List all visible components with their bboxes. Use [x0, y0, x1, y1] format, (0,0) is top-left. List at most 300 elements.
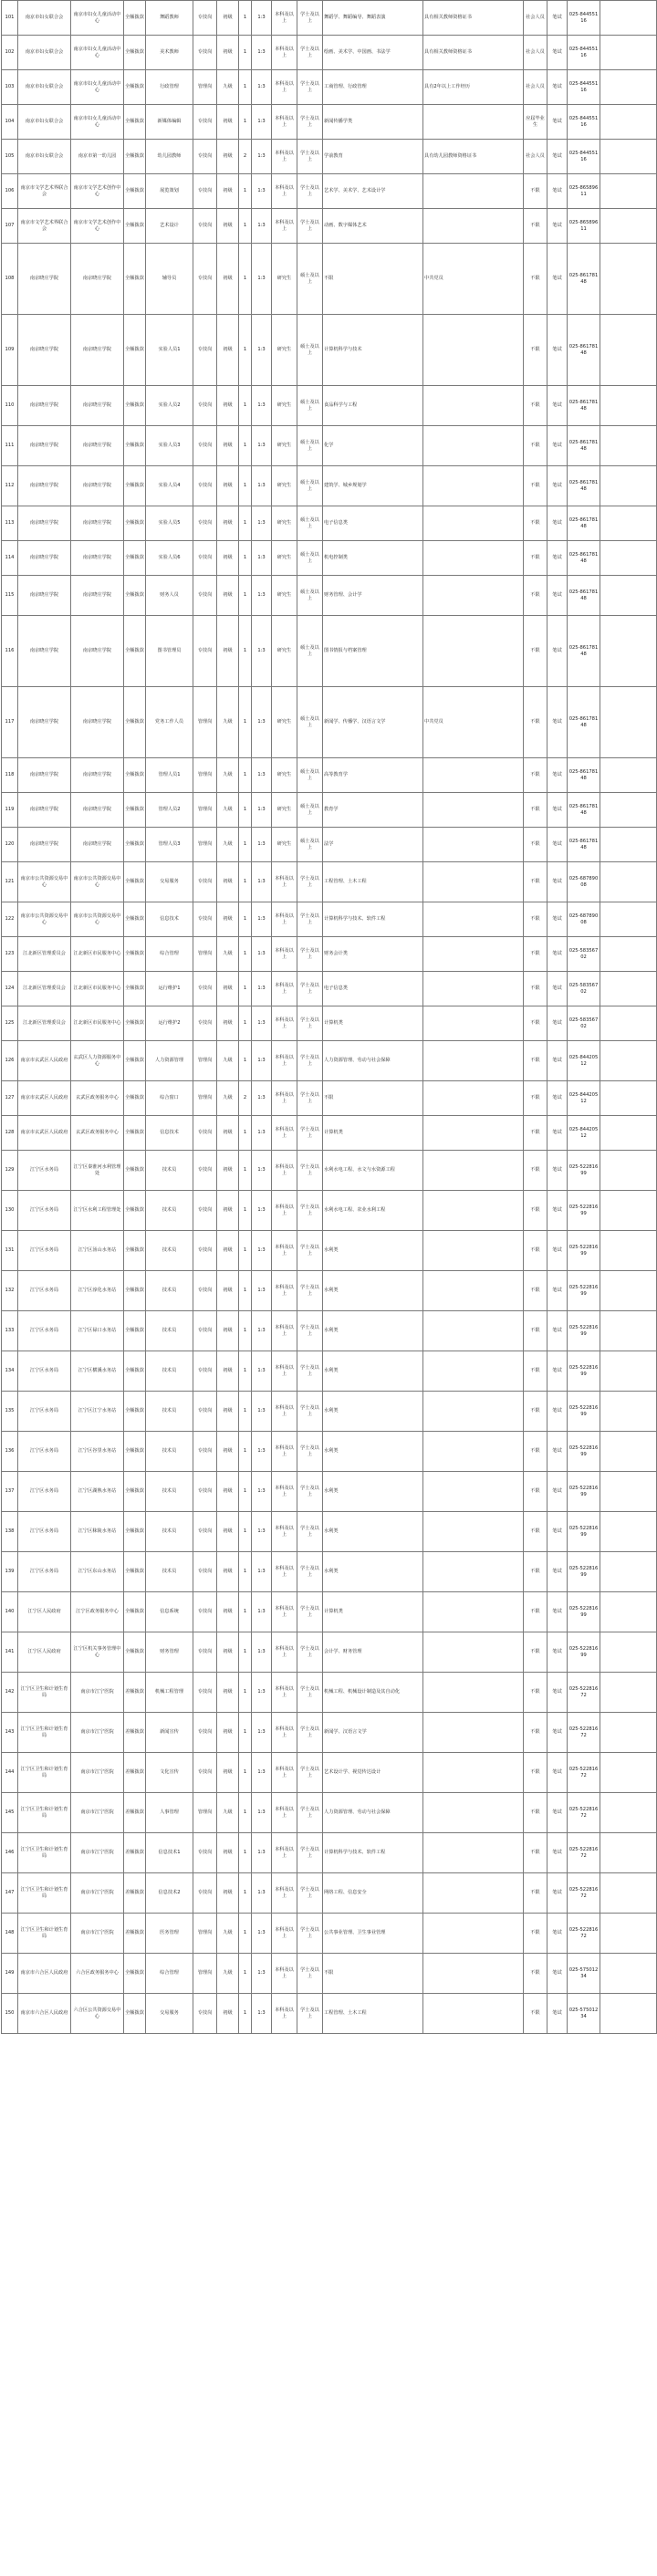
- row-number-cell: 135: [2, 1392, 18, 1432]
- quota-cell: 1: [239, 1472, 252, 1512]
- target-cell: 不限: [524, 1081, 548, 1116]
- degree-cell: 硕士及以上: [297, 541, 323, 576]
- major-cell: 工程管理、土木工程: [323, 862, 423, 902]
- post-name-cell: 艺术设计: [146, 209, 193, 244]
- major-cell: 计算机类: [323, 1116, 423, 1151]
- education-cell: 本科及以上: [272, 1954, 297, 1994]
- note-cell: [600, 1512, 657, 1552]
- other-requirements-cell: 中共党员: [423, 244, 524, 315]
- exam-ratio-cell: 1:3: [252, 828, 272, 862]
- department-cell: 江宁区卫生和计划生育局: [18, 1713, 71, 1753]
- target-cell: 不限: [524, 1006, 548, 1041]
- note-cell: [600, 1592, 657, 1632]
- other-requirements-cell: [423, 1632, 524, 1673]
- other-requirements-cell: [423, 1351, 524, 1392]
- post-name-cell: 人事管理: [146, 1793, 193, 1833]
- target-cell: 不限: [524, 1512, 548, 1552]
- post-category-cell: 专技岗: [193, 1392, 217, 1432]
- post-level-cell: 初级: [217, 1833, 239, 1873]
- row-number-cell: 117: [2, 687, 18, 758]
- major-cell: 会计学、财务管理: [323, 1632, 423, 1673]
- exam-ratio-cell: 1:3: [252, 1954, 272, 1994]
- post-name-cell: 新闻宣传: [146, 1713, 193, 1753]
- note-cell: [600, 1713, 657, 1753]
- other-requirements-cell: [423, 1231, 524, 1271]
- unit-cell: 南京晓庄学院: [71, 793, 124, 828]
- note-cell: [600, 1, 657, 36]
- post-level-cell: 初级: [217, 1713, 239, 1753]
- exam-ratio-cell: 1:3: [252, 1552, 272, 1592]
- major-cell: 水利水电工程、水文与水资源工程: [323, 1151, 423, 1191]
- contact-cell: 025-68789008: [568, 862, 600, 902]
- target-cell: 不限: [524, 1151, 548, 1191]
- post-name-cell: 技术员: [146, 1311, 193, 1351]
- department-cell: 江北新区管理委员会: [18, 972, 71, 1006]
- row-number-cell: 149: [2, 1954, 18, 1994]
- row-number-cell: 108: [2, 244, 18, 315]
- other-requirements-cell: [423, 1432, 524, 1472]
- target-cell: 不限: [524, 902, 548, 937]
- post-name-cell: 图书管理员: [146, 616, 193, 687]
- degree-cell: 学士及以上: [297, 902, 323, 937]
- exam-type-cell: 笔试: [548, 1793, 568, 1833]
- exam-ratio-cell: 1:3: [252, 466, 272, 506]
- funding-type-cell: 全额拨款: [124, 244, 146, 315]
- note-cell: [600, 1081, 657, 1116]
- contact-cell: 025-52281699: [568, 1191, 600, 1231]
- funding-type-cell: 全额拨款: [124, 616, 146, 687]
- quota-cell: 1: [239, 541, 252, 576]
- funding-type-cell: 全额拨款: [124, 315, 146, 386]
- row-number-cell: 130: [2, 1191, 18, 1231]
- department-cell: 南京市公共资源交易中心: [18, 862, 71, 902]
- funding-type-cell: 全额拨款: [124, 1512, 146, 1552]
- major-cell: 不限: [323, 1081, 423, 1116]
- other-requirements-cell: [423, 1392, 524, 1432]
- post-category-cell: 管理岗: [193, 793, 217, 828]
- post-name-cell: 实验人员1: [146, 315, 193, 386]
- post-level-cell: 九级: [217, 1914, 239, 1954]
- education-cell: 本科及以上: [272, 140, 297, 174]
- major-cell: 学前教育: [323, 140, 423, 174]
- row-number-cell: 129: [2, 1151, 18, 1191]
- post-category-cell: 专技岗: [193, 972, 217, 1006]
- table-row: [2, 105, 657, 140]
- table-row: [2, 1592, 657, 1632]
- post-level-cell: 初级: [217, 386, 239, 426]
- degree-cell: 硕士及以上: [297, 466, 323, 506]
- degree-cell: 学士及以上: [297, 972, 323, 1006]
- note-cell: [600, 1231, 657, 1271]
- note-cell: [600, 862, 657, 902]
- note-cell: [600, 1632, 657, 1673]
- other-requirements-cell: [423, 1151, 524, 1191]
- degree-cell: 学士及以上: [297, 1081, 323, 1116]
- education-cell: 本科及以上: [272, 1351, 297, 1392]
- post-name-cell: 技术员: [146, 1552, 193, 1592]
- row-number-cell: 119: [2, 793, 18, 828]
- post-category-cell: 专技岗: [193, 1592, 217, 1632]
- row-number-cell: 147: [2, 1873, 18, 1914]
- target-cell: 社会人员: [524, 36, 548, 70]
- exam-ratio-cell: 1:3: [252, 315, 272, 386]
- post-level-cell: 初级: [217, 1632, 239, 1673]
- funding-type-cell: 全额拨款: [124, 902, 146, 937]
- table-row: [2, 315, 657, 386]
- education-cell: 本科及以上: [272, 105, 297, 140]
- other-requirements-cell: [423, 315, 524, 386]
- exam-type-cell: 笔试: [548, 541, 568, 576]
- unit-cell: 南京市公共资源交易中心: [71, 902, 124, 937]
- education-cell: 研究生: [272, 466, 297, 506]
- target-cell: 不限: [524, 758, 548, 793]
- note-cell: [600, 140, 657, 174]
- target-cell: 不限: [524, 972, 548, 1006]
- exam-ratio-cell: 1:3: [252, 1116, 272, 1151]
- target-cell: 不限: [524, 1116, 548, 1151]
- other-requirements-cell: [423, 466, 524, 506]
- major-cell: 财务管理、会计学: [323, 576, 423, 616]
- education-cell: 本科及以上: [272, 1, 297, 36]
- post-name-cell: 实验人员2: [146, 386, 193, 426]
- target-cell: 不限: [524, 1793, 548, 1833]
- post-category-cell: 专技岗: [193, 1351, 217, 1392]
- contact-cell: 025-86178148: [568, 426, 600, 466]
- major-cell: 工程管理、土木工程: [323, 1994, 423, 2034]
- unit-cell: 南京市妇女儿童活动中心: [71, 105, 124, 140]
- table-row: [2, 466, 657, 506]
- exam-type-cell: 笔试: [548, 1994, 568, 2034]
- recruitment-table-page: [1, 0, 656, 2034]
- post-category-cell: 专技岗: [193, 902, 217, 937]
- post-level-cell: 初级: [217, 1, 239, 36]
- major-cell: 水利类: [323, 1271, 423, 1311]
- target-cell: 不限: [524, 1191, 548, 1231]
- table-row: [2, 541, 657, 576]
- degree-cell: 学士及以上: [297, 1552, 323, 1592]
- exam-type-cell: 笔试: [548, 687, 568, 758]
- funding-type-cell: 全额拨款: [124, 386, 146, 426]
- quota-cell: 1: [239, 1041, 252, 1081]
- row-number-cell: 123: [2, 937, 18, 972]
- exam-type-cell: 笔试: [548, 758, 568, 793]
- exam-ratio-cell: 1:3: [252, 1592, 272, 1632]
- exam-type-cell: 笔试: [548, 1632, 568, 1673]
- exam-type-cell: 笔试: [548, 576, 568, 616]
- post-level-cell: 九级: [217, 758, 239, 793]
- exam-ratio-cell: 1:3: [252, 862, 272, 902]
- funding-type-cell: 全额拨款: [124, 862, 146, 902]
- education-cell: 研究生: [272, 828, 297, 862]
- target-cell: 不限: [524, 862, 548, 902]
- post-name-cell: 管理人员1: [146, 758, 193, 793]
- funding-type-cell: 全额拨款: [124, 209, 146, 244]
- funding-type-cell: 全额拨款: [124, 1552, 146, 1592]
- quota-cell: 1: [239, 1753, 252, 1793]
- post-name-cell: 信息系统: [146, 1592, 193, 1632]
- exam-type-cell: 笔试: [548, 793, 568, 828]
- contact-cell: 025-52281672: [568, 1833, 600, 1873]
- note-cell: [600, 1116, 657, 1151]
- post-name-cell: 信息技术: [146, 1116, 193, 1151]
- exam-ratio-cell: 1:3: [252, 36, 272, 70]
- unit-cell: 江北新区市民服务中心: [71, 972, 124, 1006]
- exam-type-cell: 笔试: [548, 174, 568, 209]
- other-requirements-cell: [423, 1081, 524, 1116]
- exam-ratio-cell: 1:3: [252, 1713, 272, 1753]
- post-category-cell: 专技岗: [193, 1, 217, 36]
- unit-cell: 南京市江宁医院: [71, 1753, 124, 1793]
- education-cell: 本科及以上: [272, 1713, 297, 1753]
- education-cell: 本科及以上: [272, 1231, 297, 1271]
- exam-type-cell: 笔试: [548, 1351, 568, 1392]
- post-name-cell: 信息技术: [146, 902, 193, 937]
- quota-cell: 1: [239, 506, 252, 541]
- other-requirements-cell: [423, 426, 524, 466]
- major-cell: 新闻学、传播学、汉语言文学: [323, 687, 423, 758]
- row-number-cell: 138: [2, 1512, 18, 1552]
- table-row: [2, 1753, 657, 1793]
- exam-ratio-cell: 1:3: [252, 937, 272, 972]
- contact-cell: 025-86178148: [568, 244, 600, 315]
- note-cell: [600, 1793, 657, 1833]
- unit-cell: 南京市江宁医院: [71, 1673, 124, 1713]
- department-cell: 南京市玄武区人民政府: [18, 1041, 71, 1081]
- unit-cell: 江宁区禄口水务站: [71, 1311, 124, 1351]
- degree-cell: 学士及以上: [297, 1271, 323, 1311]
- exam-ratio-cell: 1:3: [252, 1793, 272, 1833]
- education-cell: 本科及以上: [272, 70, 297, 105]
- department-cell: 江宁区人民政府: [18, 1592, 71, 1632]
- degree-cell: 学士及以上: [297, 1994, 323, 2034]
- exam-type-cell: 笔试: [548, 1041, 568, 1081]
- post-name-cell: 辅导员: [146, 244, 193, 315]
- education-cell: 本科及以上: [272, 1552, 297, 1592]
- degree-cell: 硕士及以上: [297, 506, 323, 541]
- post-level-cell: 初级: [217, 315, 239, 386]
- target-cell: 不限: [524, 466, 548, 506]
- row-number-cell: 146: [2, 1833, 18, 1873]
- target-cell: 不限: [524, 1311, 548, 1351]
- post-name-cell: 运行维护1: [146, 972, 193, 1006]
- table-row: [2, 1041, 657, 1081]
- education-cell: 研究生: [272, 386, 297, 426]
- other-requirements-cell: [423, 576, 524, 616]
- major-cell: 水利类: [323, 1552, 423, 1592]
- major-cell: 高等教育学: [323, 758, 423, 793]
- unit-cell: 南京晓庄学院: [71, 758, 124, 793]
- post-category-cell: 专技岗: [193, 36, 217, 70]
- post-category-cell: 专技岗: [193, 466, 217, 506]
- post-level-cell: 九级: [217, 687, 239, 758]
- post-category-cell: 专技岗: [193, 1311, 217, 1351]
- funding-type-cell: 全额拨款: [124, 1954, 146, 1994]
- post-level-cell: 初级: [217, 1432, 239, 1472]
- quota-cell: 1: [239, 209, 252, 244]
- education-cell: 研究生: [272, 315, 297, 386]
- table-row: [2, 1006, 657, 1041]
- exam-type-cell: 笔试: [548, 972, 568, 1006]
- note-cell: [600, 386, 657, 426]
- note-cell: [600, 174, 657, 209]
- post-level-cell: 初级: [217, 1994, 239, 2034]
- post-level-cell: 初级: [217, 506, 239, 541]
- post-category-cell: 专技岗: [193, 1116, 217, 1151]
- post-category-cell: 管理岗: [193, 1041, 217, 1081]
- exam-type-cell: 笔试: [548, 140, 568, 174]
- exam-ratio-cell: 1:3: [252, 616, 272, 687]
- post-level-cell: 九级: [217, 1041, 239, 1081]
- education-cell: 本科及以上: [272, 1191, 297, 1231]
- other-requirements-cell: [423, 1191, 524, 1231]
- exam-type-cell: 笔试: [548, 1, 568, 36]
- target-cell: 不限: [524, 426, 548, 466]
- row-number-cell: 125: [2, 1006, 18, 1041]
- exam-type-cell: 笔试: [548, 1673, 568, 1713]
- education-cell: 本科及以上: [272, 209, 297, 244]
- quota-cell: 1: [239, 1116, 252, 1151]
- table-row: [2, 576, 657, 616]
- other-requirements-cell: [423, 105, 524, 140]
- note-cell: [600, 972, 657, 1006]
- post-level-cell: 初级: [217, 1231, 239, 1271]
- degree-cell: 学士及以上: [297, 1632, 323, 1673]
- quota-cell: 1: [239, 1191, 252, 1231]
- contact-cell: 025-52281672: [568, 1753, 600, 1793]
- unit-cell: 南京晓庄学院: [71, 426, 124, 466]
- major-cell: 新闻传播学类: [323, 105, 423, 140]
- department-cell: 南京晓庄学院: [18, 541, 71, 576]
- exam-type-cell: 笔试: [548, 1006, 568, 1041]
- table-row: [2, 758, 657, 793]
- target-cell: 不限: [524, 828, 548, 862]
- exam-type-cell: 笔试: [548, 1116, 568, 1151]
- quota-cell: 1: [239, 1713, 252, 1753]
- exam-ratio-cell: 1:3: [252, 1311, 272, 1351]
- exam-ratio-cell: 1:3: [252, 1994, 272, 2034]
- unit-cell: 玄武区人力资源服务中心: [71, 1041, 124, 1081]
- exam-ratio-cell: 1:3: [252, 1006, 272, 1041]
- quota-cell: 1: [239, 1793, 252, 1833]
- major-cell: 机械工程、机械设计制造及其自动化: [323, 1673, 423, 1713]
- row-number-cell: 131: [2, 1231, 18, 1271]
- funding-type-cell: 全额拨款: [124, 1116, 146, 1151]
- department-cell: 南京市妇女联合会: [18, 70, 71, 105]
- exam-ratio-cell: 1:3: [252, 1151, 272, 1191]
- other-requirements-cell: [423, 758, 524, 793]
- target-cell: 不限: [524, 687, 548, 758]
- department-cell: 南京市六合区人民政府: [18, 1954, 71, 1994]
- exam-ratio-cell: 1:3: [252, 70, 272, 105]
- funding-type-cell: 差额拨款: [124, 1753, 146, 1793]
- contact-cell: 025-84420512: [568, 1081, 600, 1116]
- funding-type-cell: 差额拨款: [124, 1713, 146, 1753]
- funding-type-cell: 差额拨款: [124, 1793, 146, 1833]
- post-category-cell: 专技岗: [193, 1006, 217, 1041]
- contact-cell: 025-52281699: [568, 1311, 600, 1351]
- note-cell: [600, 1392, 657, 1432]
- department-cell: 江北新区管理委员会: [18, 937, 71, 972]
- table-row: [2, 1081, 657, 1116]
- post-category-cell: 专技岗: [193, 1472, 217, 1512]
- other-requirements-cell: [423, 386, 524, 426]
- other-requirements-cell: [423, 828, 524, 862]
- unit-cell: 南京晓庄学院: [71, 616, 124, 687]
- target-cell: 不限: [524, 244, 548, 315]
- major-cell: 艺术学、美术学、艺术设计学: [323, 174, 423, 209]
- unit-cell: 南京市妇女儿童活动中心: [71, 36, 124, 70]
- target-cell: 不限: [524, 315, 548, 386]
- table-row: [2, 1673, 657, 1713]
- exam-type-cell: 笔试: [548, 1311, 568, 1351]
- table-row: [2, 616, 657, 687]
- post-level-cell: 初级: [217, 902, 239, 937]
- contact-cell: 025-86178148: [568, 315, 600, 386]
- unit-cell: 江宁区秣陵水务站: [71, 1512, 124, 1552]
- post-level-cell: 初级: [217, 244, 239, 315]
- exam-ratio-cell: 1:3: [252, 1632, 272, 1673]
- education-cell: 本科及以上: [272, 1833, 297, 1873]
- major-cell: 水利水电工程、农业水利工程: [323, 1191, 423, 1231]
- education-cell: 本科及以上: [272, 1673, 297, 1713]
- education-cell: 研究生: [272, 426, 297, 466]
- quota-cell: 1: [239, 1392, 252, 1432]
- table-row: [2, 1191, 657, 1231]
- other-requirements-cell: [423, 1673, 524, 1713]
- table-row: [2, 1873, 657, 1914]
- post-category-cell: 管理岗: [193, 687, 217, 758]
- other-requirements-cell: [423, 937, 524, 972]
- contact-cell: 025-52281672: [568, 1713, 600, 1753]
- note-cell: [600, 244, 657, 315]
- funding-type-cell: 全额拨款: [124, 1311, 146, 1351]
- degree-cell: 学士及以上: [297, 1713, 323, 1753]
- degree-cell: 硕士及以上: [297, 315, 323, 386]
- post-level-cell: 九级: [217, 1954, 239, 1994]
- note-cell: [600, 902, 657, 937]
- degree-cell: 学士及以上: [297, 1311, 323, 1351]
- post-name-cell: 综合管理: [146, 937, 193, 972]
- table-row: [2, 1914, 657, 1954]
- degree-cell: 学士及以上: [297, 1833, 323, 1873]
- target-cell: 不限: [524, 937, 548, 972]
- unit-cell: 江宁区淳化水务站: [71, 1271, 124, 1311]
- exam-ratio-cell: 1:3: [252, 1673, 272, 1713]
- note-cell: [600, 1351, 657, 1392]
- post-level-cell: 初级: [217, 616, 239, 687]
- department-cell: 南京晓庄学院: [18, 828, 71, 862]
- note-cell: [600, 105, 657, 140]
- post-category-cell: 管理岗: [193, 1793, 217, 1833]
- row-number-cell: 136: [2, 1432, 18, 1472]
- exam-ratio-cell: 1:3: [252, 1, 272, 36]
- table-row: [2, 862, 657, 902]
- table-row: [2, 386, 657, 426]
- major-cell: 新闻学、汉语言文学: [323, 1713, 423, 1753]
- other-requirements-cell: [423, 1793, 524, 1833]
- exam-ratio-cell: 1:3: [252, 1512, 272, 1552]
- major-cell: 计算机科学与技术、软件工程: [323, 1833, 423, 1873]
- table-row: [2, 1392, 657, 1432]
- exam-ratio-cell: 1:3: [252, 426, 272, 466]
- funding-type-cell: 全额拨款: [124, 1, 146, 36]
- contact-cell: 025-86178148: [568, 386, 600, 426]
- post-name-cell: 技术员: [146, 1271, 193, 1311]
- department-cell: 江宁区水务局: [18, 1271, 71, 1311]
- target-cell: 社会人员: [524, 1, 548, 36]
- major-cell: 水利类: [323, 1231, 423, 1271]
- unit-cell: 南京市妇女儿童活动中心: [71, 1, 124, 36]
